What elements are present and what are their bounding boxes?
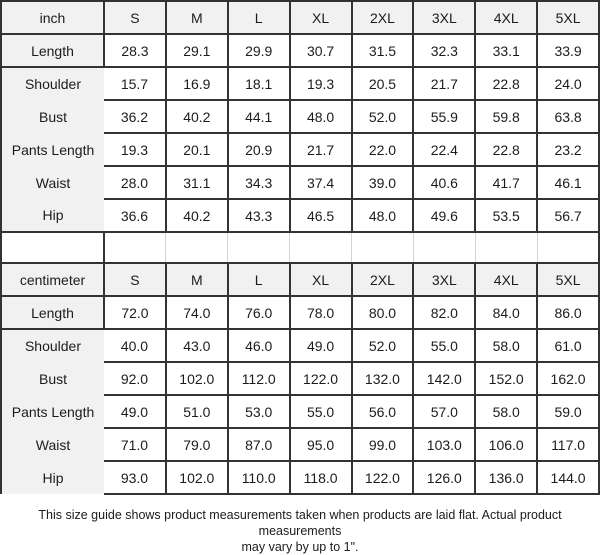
spacer-cell: [352, 233, 414, 262]
spacer-cell: [1, 233, 104, 262]
measurement-cell: 43.3: [228, 199, 290, 232]
size-header-cell: 3XL: [413, 1, 475, 34]
measurement-cell: 20.1: [166, 133, 228, 166]
row-label-cell: Length: [1, 296, 104, 329]
measurement-cell: 34.3: [228, 166, 290, 199]
header-row: [1, 1, 599, 34]
measurement-cell: 43.0: [166, 329, 228, 362]
size-header-cell: 2XL: [352, 263, 414, 296]
row-label-cell: Waist: [1, 428, 104, 461]
table-row: [1, 100, 599, 133]
size-header-cell: 3XL: [413, 263, 475, 296]
measurement-cell: 23.2: [537, 133, 599, 166]
measurement-cell: 46.0: [228, 329, 290, 362]
measurement-cell: 118.0: [290, 461, 352, 494]
measurement-cell: 28.0: [104, 166, 166, 199]
row-label-cell: Bust: [1, 362, 104, 395]
measurement-cell: 46.1: [537, 166, 599, 199]
measurement-cell: 40.2: [166, 100, 228, 133]
table-row: [1, 199, 599, 232]
size-header-cell: 4XL: [475, 263, 537, 296]
measurement-cell: 59.8: [475, 100, 537, 133]
measurement-cell: 82.0: [413, 296, 475, 329]
measurement-cell: 99.0: [352, 428, 414, 461]
spacer-cell: [413, 233, 475, 262]
measurement-cell: 55.0: [413, 329, 475, 362]
spacer-cell: [166, 233, 228, 262]
measurement-cell: 92.0: [104, 362, 166, 395]
measurement-cell: 122.0: [352, 461, 414, 494]
measurement-cell: 93.0: [104, 461, 166, 494]
measurement-cell: 33.1: [475, 34, 537, 67]
measurement-cell: 20.5: [352, 67, 414, 100]
row-label-cell: Pants Length: [1, 133, 104, 166]
unit-header-cell: centimeter: [1, 263, 104, 296]
measurement-cell: 48.0: [290, 100, 352, 133]
measurement-cell: 37.4: [290, 166, 352, 199]
measurement-cell: 56.7: [537, 199, 599, 232]
measurement-cell: 19.3: [290, 67, 352, 100]
row-label-cell: Shoulder: [1, 67, 104, 100]
measurement-cell: 79.0: [166, 428, 228, 461]
table-row: [1, 34, 599, 67]
measurement-cell: 61.0: [537, 329, 599, 362]
spacer-cell: [104, 233, 166, 262]
measurement-cell: 117.0: [537, 428, 599, 461]
note-line-1: This size guide shows product measurements taken when products are laid flat. Actual product measurements: [38, 508, 562, 538]
size-header-cell: S: [104, 263, 166, 296]
measurement-cell: 74.0: [166, 296, 228, 329]
measurement-cell: 152.0: [475, 362, 537, 395]
measurement-cell: 144.0: [537, 461, 599, 494]
measurement-cell: 106.0: [475, 428, 537, 461]
measurement-cell: 39.0: [352, 166, 414, 199]
measurement-cell: 28.3: [104, 34, 166, 67]
measurement-cell: 56.0: [352, 395, 414, 428]
size-header-cell: XL: [290, 1, 352, 34]
measurement-cell: 30.7: [290, 34, 352, 67]
measurement-cell: 16.9: [166, 67, 228, 100]
spacer-row: [0, 233, 600, 262]
measurement-cell: 53.0: [228, 395, 290, 428]
measurement-cell: 57.0: [413, 395, 475, 428]
measurement-cell: 48.0: [352, 199, 414, 232]
measurement-cell: 86.0: [537, 296, 599, 329]
size-header-cell: L: [228, 263, 290, 296]
size-header-cell: S: [104, 1, 166, 34]
spacer-row-inner: [1, 233, 599, 262]
row-label-cell: Shoulder: [1, 329, 104, 362]
measurement-cell: 103.0: [413, 428, 475, 461]
measurement-cell: 46.5: [290, 199, 352, 232]
measurement-cell: 162.0: [537, 362, 599, 395]
measurement-cell: 40.6: [413, 166, 475, 199]
measurement-cell: 55.0: [290, 395, 352, 428]
size-header-cell: M: [166, 1, 228, 34]
measurement-cell: 44.1: [228, 100, 290, 133]
header-row: [1, 263, 599, 296]
measurement-cell: 32.3: [413, 34, 475, 67]
measurement-cell: 22.8: [475, 133, 537, 166]
measurement-cell: 31.5: [352, 34, 414, 67]
spacer-cell: [290, 233, 352, 262]
table-row: [1, 395, 599, 428]
size-header-cell: 2XL: [352, 1, 414, 34]
measurement-cell: 63.8: [537, 100, 599, 133]
measurement-cell: 59.0: [537, 395, 599, 428]
spacer-cell: [537, 233, 599, 262]
measurement-cell: 53.5: [475, 199, 537, 232]
spacer-cell: [228, 233, 290, 262]
table-row: [1, 133, 599, 166]
measurement-cell: 126.0: [413, 461, 475, 494]
measurement-cell: 95.0: [290, 428, 352, 461]
measurement-cell: 33.9: [537, 34, 599, 67]
size-header-cell: XL: [290, 263, 352, 296]
table-row: [1, 166, 599, 199]
measurement-cell: 18.1: [228, 67, 290, 100]
measurement-cell: 102.0: [166, 362, 228, 395]
measurement-cell: 72.0: [104, 296, 166, 329]
measurement-cell: 24.0: [537, 67, 599, 100]
note-line-2: may vary by up to 1".: [241, 540, 359, 554]
measurement-cell: 36.2: [104, 100, 166, 133]
unit-header-cell: inch: [1, 1, 104, 34]
measurement-cell: 142.0: [413, 362, 475, 395]
measurement-cell: 112.0: [228, 362, 290, 395]
measurement-cell: 58.0: [475, 395, 537, 428]
row-label-cell: Hip: [1, 199, 104, 232]
row-label-cell: Length: [1, 34, 104, 67]
measurement-cell: 71.0: [104, 428, 166, 461]
measurement-cell: 102.0: [166, 461, 228, 494]
measurement-cell: 49.0: [104, 395, 166, 428]
row-label-cell: Pants Length: [1, 395, 104, 428]
table-row: [1, 428, 599, 461]
measurement-cell: 22.8: [475, 67, 537, 100]
table-row: [1, 362, 599, 395]
measurement-cell: 22.0: [352, 133, 414, 166]
table-row: [1, 329, 599, 362]
measurement-cell: 15.7: [104, 67, 166, 100]
measurement-cell: 78.0: [290, 296, 352, 329]
measurement-cell: 51.0: [166, 395, 228, 428]
measurement-cell: 58.0: [475, 329, 537, 362]
measurement-cell: 29.9: [228, 34, 290, 67]
measurement-cell: 84.0: [475, 296, 537, 329]
measurement-cell: 22.4: [413, 133, 475, 166]
centimeter-size-table: [0, 262, 600, 495]
measurement-cell: 41.7: [475, 166, 537, 199]
inch-size-table: [0, 0, 600, 233]
row-label-cell: Hip: [1, 461, 104, 494]
measurement-cell: 110.0: [228, 461, 290, 494]
size-header-cell: 4XL: [475, 1, 537, 34]
measurement-cell: 31.1: [166, 166, 228, 199]
table-row: [1, 67, 599, 100]
size-header-cell: M: [166, 263, 228, 296]
size-header-cell: 5XL: [537, 263, 599, 296]
measurement-cell: 132.0: [352, 362, 414, 395]
measurement-cell: 40.2: [166, 199, 228, 232]
size-header-cell: L: [228, 1, 290, 34]
measurement-cell: 80.0: [352, 296, 414, 329]
measurement-cell: 122.0: [290, 362, 352, 395]
measurement-cell: 21.7: [290, 133, 352, 166]
measurement-cell: 20.9: [228, 133, 290, 166]
table-row: [1, 296, 599, 329]
measurement-cell: 49.6: [413, 199, 475, 232]
measurement-cell: 29.1: [166, 34, 228, 67]
row-label-cell: Waist: [1, 166, 104, 199]
row-label-cell: Bust: [1, 100, 104, 133]
measurement-cell: 87.0: [228, 428, 290, 461]
measurement-cell: 19.3: [104, 133, 166, 166]
measurement-cell: 52.0: [352, 329, 414, 362]
size-header-cell: 5XL: [537, 1, 599, 34]
measurement-cell: 136.0: [475, 461, 537, 494]
measurement-cell: 49.0: [290, 329, 352, 362]
measurement-cell: 52.0: [352, 100, 414, 133]
measurement-cell: 40.0: [104, 329, 166, 362]
spacer-cell: [475, 233, 537, 262]
measurement-cell: 55.9: [413, 100, 475, 133]
table-row: [1, 461, 599, 494]
measurement-cell: 76.0: [228, 296, 290, 329]
measurement-cell: 36.6: [104, 199, 166, 232]
measurement-cell: 21.7: [413, 67, 475, 100]
